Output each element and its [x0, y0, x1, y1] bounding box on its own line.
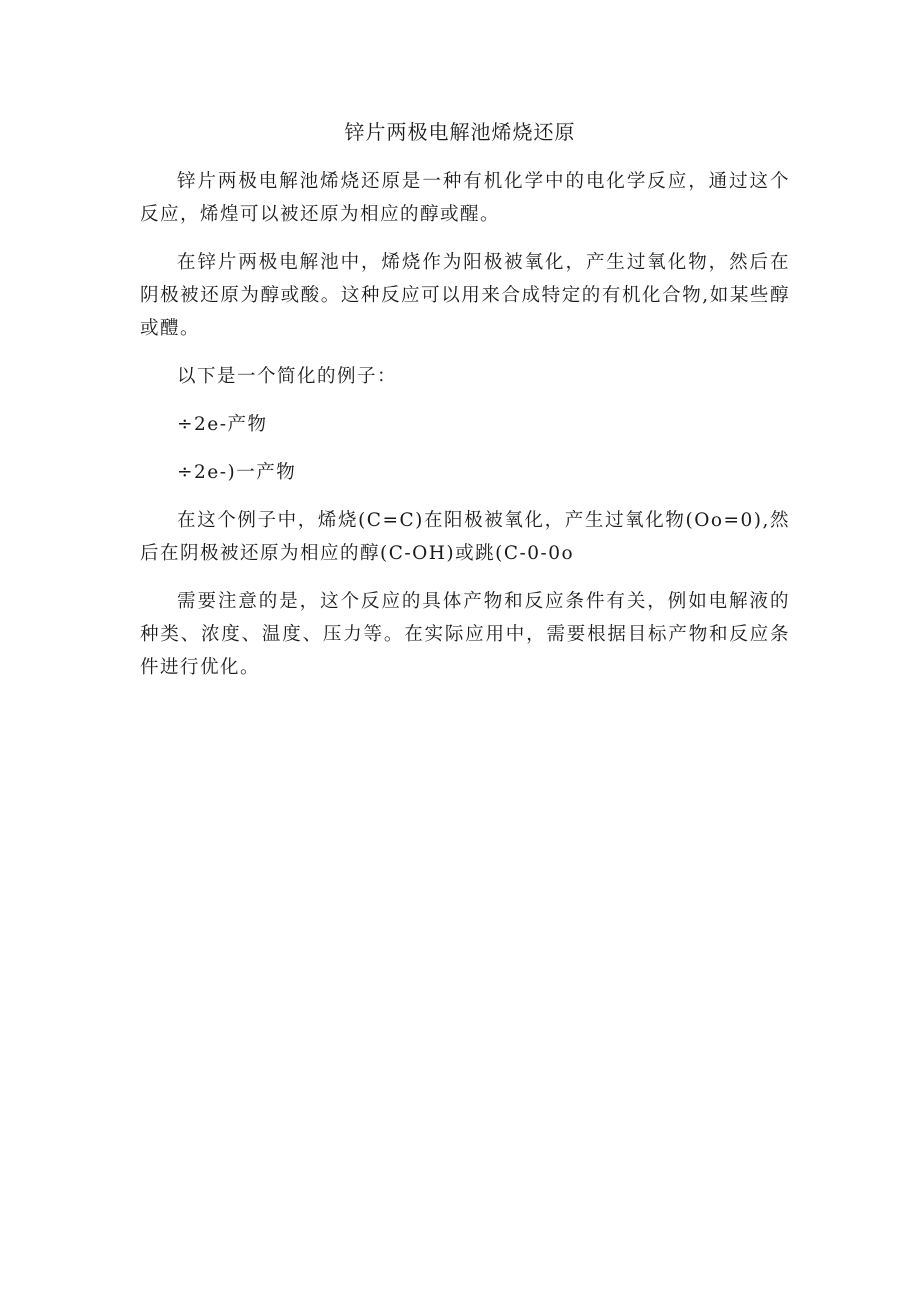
- paragraph-example-explanation: 在这个例子中，烯烧(C=C)在阳极被氧化，产生过氧化物(Oo=0),然后在阴极被还原为相应的醇(C-OH)或跳(C-0-0o: [140, 510, 790, 564]
- paragraph-mechanism: 在锌片两极电解池中，烯烧作为阳极被氧化，产生过氧化物，然后在阴极被还原为醇或酸。这种反应可以用来合成特定的有机化合物,如某些醇或醴。: [140, 252, 790, 339]
- document-title: 锌片两极电解池烯烧还原: [344, 120, 576, 144]
- equation-line-1: ÷2e-产物: [177, 414, 268, 435]
- paragraph-intro: 锌片两极电解池烯烧还原是一种有机化学中的电化学反应，通过这个反应，烯煌可以被还原为相应的醇或醒。: [140, 171, 790, 225]
- equation-line-2: ÷2e-)一产物: [177, 462, 297, 483]
- paragraph-example-intro: 以下是一个简化的例子：: [177, 366, 398, 387]
- document-body: [140, 165, 790, 699]
- paragraph-notes: 需要注意的是，这个反应的具体产物和反应条件有关，例如电解液的种类、浓度、温度、压力等。在实际应用中，需要根据目标产物和反应条件进行优化。: [140, 591, 790, 678]
